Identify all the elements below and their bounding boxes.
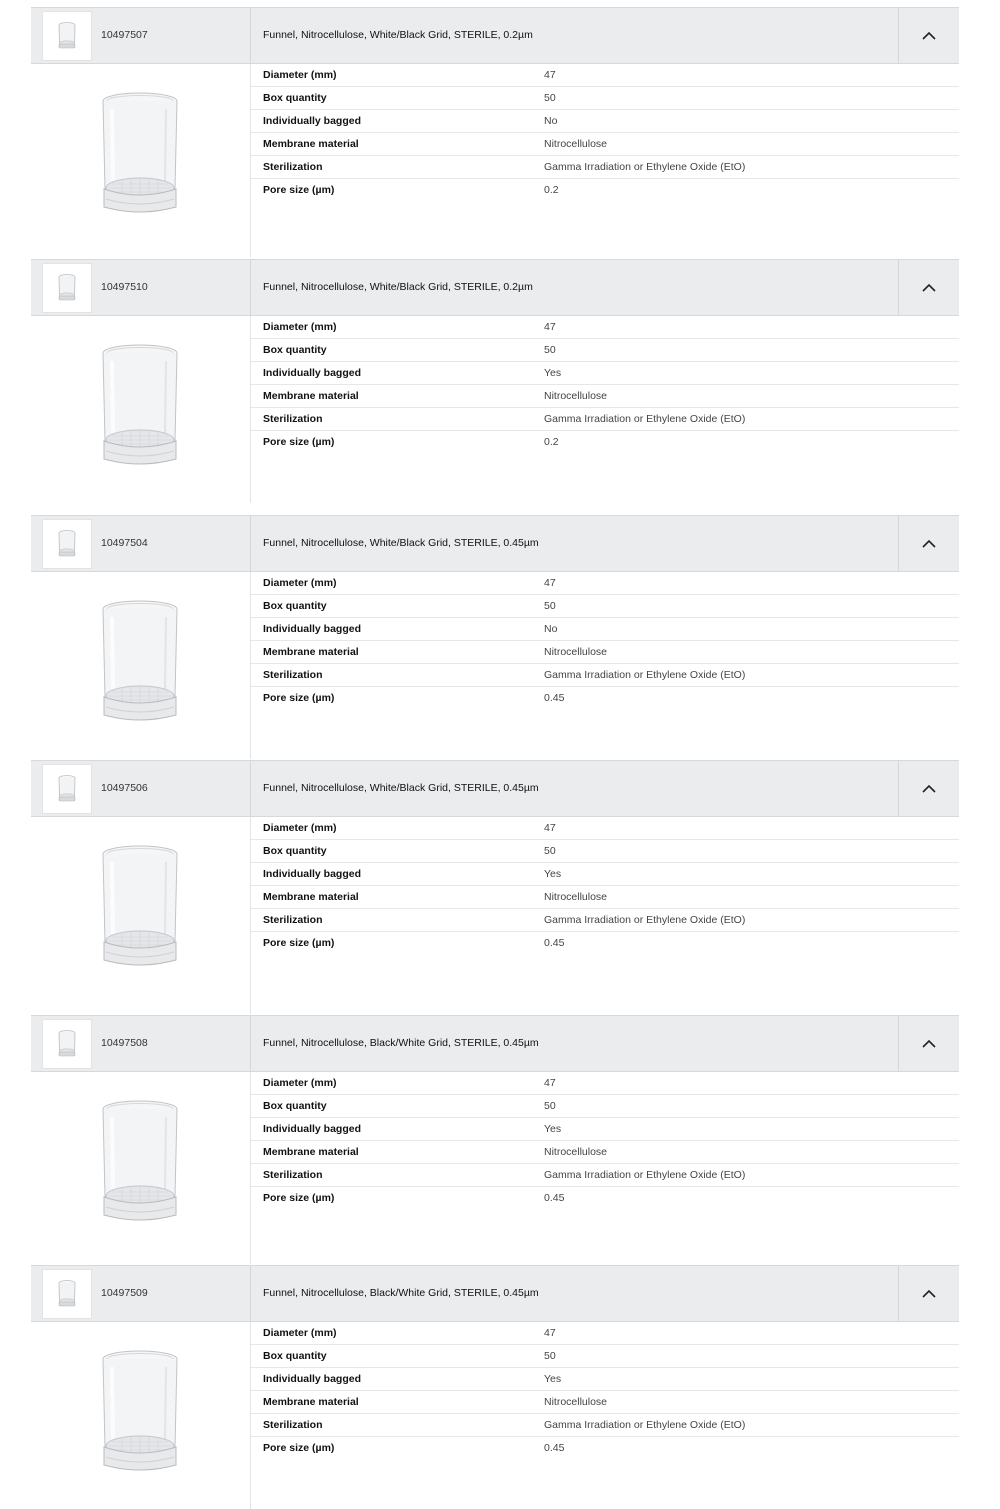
spec-row-pore-size bbox=[251, 687, 959, 710]
spec-label: Sterilization bbox=[263, 161, 323, 173]
spec-row-box-quantity bbox=[251, 840, 959, 863]
spec-value: Gamma Irradiation or Ethylene Oxide (EtO) bbox=[544, 914, 746, 926]
spec-label: Pore size (µm) bbox=[263, 436, 335, 448]
collapse-toggle-button[interactable] bbox=[899, 8, 959, 63]
spec-value: Yes bbox=[544, 1123, 562, 1135]
spec-label: Individually bagged bbox=[263, 623, 362, 635]
spec-label: Diameter (mm) bbox=[263, 1077, 337, 1089]
header-divider bbox=[250, 8, 251, 63]
funnel-icon bbox=[43, 1020, 91, 1068]
spec-row-membrane-material bbox=[251, 385, 959, 408]
funnel-product-image bbox=[98, 1099, 182, 1229]
spec-value: Nitrocellulose bbox=[544, 1146, 608, 1158]
spec-row-sterilization bbox=[251, 1164, 959, 1187]
product-title[interactable]: Funnel, Nitrocellulose, White/Black Grid, STERILE, 0.2µm bbox=[263, 29, 533, 41]
spec-table bbox=[251, 1072, 959, 1210]
spec-value: 47 bbox=[544, 69, 556, 81]
spec-label: Individually bagged bbox=[263, 115, 362, 127]
spec-label: Box quantity bbox=[263, 600, 327, 612]
spec-label: Sterilization bbox=[263, 413, 323, 425]
product-sku: 10497504 bbox=[101, 537, 148, 549]
funnel-product-image bbox=[98, 844, 182, 974]
spec-row-box-quantity bbox=[251, 1095, 959, 1118]
spec-value: 0.2 bbox=[544, 184, 559, 196]
spec-row-pore-size bbox=[251, 431, 959, 454]
collapse-toggle-button[interactable] bbox=[899, 761, 959, 816]
spec-row-individually-bagged bbox=[251, 1368, 959, 1391]
product-image-panel bbox=[31, 64, 251, 257]
spec-row-box-quantity bbox=[251, 339, 959, 362]
spec-value: Nitrocellulose bbox=[544, 891, 608, 903]
spec-label: Individually bagged bbox=[263, 1373, 362, 1385]
product-header[interactable] bbox=[31, 1265, 959, 1322]
spec-row-sterilization bbox=[251, 1414, 959, 1437]
spec-value: 0.45 bbox=[544, 1192, 565, 1204]
spec-label: Diameter (mm) bbox=[263, 69, 337, 81]
spec-value: 47 bbox=[544, 577, 556, 589]
spec-label: Pore size (µm) bbox=[263, 184, 335, 196]
spec-label: Membrane material bbox=[263, 646, 359, 658]
spec-value: 50 bbox=[544, 845, 556, 857]
spec-value: Gamma Irradiation or Ethylene Oxide (EtO) bbox=[544, 1419, 746, 1431]
spec-label: Box quantity bbox=[263, 1350, 327, 1362]
spec-table bbox=[251, 1322, 959, 1460]
product-sku: 10497507 bbox=[101, 29, 148, 41]
funnel-product-image bbox=[98, 91, 182, 221]
collapse-toggle-button[interactable] bbox=[899, 1016, 959, 1071]
spec-label: Individually bagged bbox=[263, 1123, 362, 1135]
spec-row-individually-bagged bbox=[251, 863, 959, 886]
chevron-up-icon bbox=[922, 539, 936, 548]
spec-row-pore-size bbox=[251, 1187, 959, 1210]
product-thumbnail[interactable] bbox=[42, 1269, 92, 1319]
spec-row-individually-bagged bbox=[251, 110, 959, 133]
product-thumbnail[interactable] bbox=[42, 1019, 92, 1069]
spec-value: 0.45 bbox=[544, 1442, 565, 1454]
spec-value: 50 bbox=[544, 1350, 556, 1362]
spec-value: Nitrocellulose bbox=[544, 646, 608, 658]
spec-row-diameter bbox=[251, 572, 959, 595]
spec-table bbox=[251, 572, 959, 710]
spec-value: No bbox=[544, 115, 558, 127]
product-thumbnail[interactable] bbox=[42, 519, 92, 569]
product-image-panel bbox=[31, 1072, 251, 1264]
funnel-product-image bbox=[98, 1349, 182, 1479]
spec-label: Pore size (µm) bbox=[263, 692, 335, 704]
product-image-panel bbox=[31, 572, 251, 759]
header-divider bbox=[250, 516, 251, 571]
spec-label: Membrane material bbox=[263, 891, 359, 903]
spec-value: Nitrocellulose bbox=[544, 1396, 608, 1408]
product-sku: 10497506 bbox=[101, 782, 148, 794]
spec-label: Diameter (mm) bbox=[263, 321, 337, 333]
spec-row-box-quantity bbox=[251, 595, 959, 618]
product-image-panel bbox=[31, 817, 251, 1014]
spec-label: Pore size (µm) bbox=[263, 1192, 335, 1204]
spec-label: Diameter (mm) bbox=[263, 577, 337, 589]
funnel-icon bbox=[43, 520, 91, 568]
spec-row-pore-size bbox=[251, 1437, 959, 1460]
spec-row-diameter bbox=[251, 316, 959, 339]
spec-label: Diameter (mm) bbox=[263, 1327, 337, 1339]
spec-row-box-quantity bbox=[251, 1345, 959, 1368]
spec-label: Individually bagged bbox=[263, 868, 362, 880]
spec-value: 50 bbox=[544, 92, 556, 104]
spec-label: Box quantity bbox=[263, 845, 327, 857]
product-title[interactable]: Funnel, Nitrocellulose, White/Black Grid, STERILE, 0.2µm bbox=[263, 281, 533, 293]
spec-value: Gamma Irradiation or Ethylene Oxide (EtO) bbox=[544, 161, 746, 173]
spec-table bbox=[251, 316, 959, 454]
funnel-product-image bbox=[98, 599, 182, 729]
product-header[interactable] bbox=[31, 515, 959, 572]
spec-label: Membrane material bbox=[263, 1396, 359, 1408]
spec-label: Sterilization bbox=[263, 1169, 323, 1181]
spec-value: 47 bbox=[544, 822, 556, 834]
spec-row-membrane-material bbox=[251, 641, 959, 664]
product-sku: 10497508 bbox=[101, 1037, 148, 1049]
spec-label: Diameter (mm) bbox=[263, 822, 337, 834]
spec-table bbox=[251, 817, 959, 955]
spec-label: Box quantity bbox=[263, 344, 327, 356]
spec-row-sterilization bbox=[251, 909, 959, 932]
spec-label: Box quantity bbox=[263, 1100, 327, 1112]
spec-row-pore-size bbox=[251, 932, 959, 955]
spec-row-membrane-material bbox=[251, 886, 959, 909]
spec-value: 0.2 bbox=[544, 436, 559, 448]
chevron-up-icon bbox=[922, 1289, 936, 1298]
product-header[interactable] bbox=[31, 7, 959, 64]
collapse-toggle-button[interactable] bbox=[899, 260, 959, 315]
spec-row-membrane-material bbox=[251, 1391, 959, 1414]
product-sku: 10497509 bbox=[101, 1287, 148, 1299]
funnel-icon bbox=[43, 264, 91, 312]
header-divider bbox=[250, 761, 251, 816]
spec-value: 47 bbox=[544, 1077, 556, 1089]
header-divider bbox=[250, 1016, 251, 1071]
spec-value: Gamma Irradiation or Ethylene Oxide (EtO) bbox=[544, 1169, 746, 1181]
header-divider bbox=[250, 260, 251, 315]
spec-label: Sterilization bbox=[263, 1419, 323, 1431]
spec-value: No bbox=[544, 623, 558, 635]
spec-label: Pore size (µm) bbox=[263, 1442, 335, 1454]
spec-value: 47 bbox=[544, 1327, 556, 1339]
spec-label: Membrane material bbox=[263, 1146, 359, 1158]
spec-value: Gamma Irradiation or Ethylene Oxide (EtO) bbox=[544, 669, 746, 681]
chevron-up-icon bbox=[922, 31, 936, 40]
collapse-toggle-button[interactable] bbox=[899, 1266, 959, 1321]
product-thumbnail[interactable] bbox=[42, 263, 92, 313]
product-thumbnail[interactable] bbox=[42, 764, 92, 814]
spec-value: 0.45 bbox=[544, 937, 565, 949]
product-image-panel bbox=[31, 316, 251, 503]
funnel-icon bbox=[43, 1270, 91, 1318]
spec-label: Box quantity bbox=[263, 92, 327, 104]
product-header[interactable] bbox=[31, 760, 959, 817]
spec-row-membrane-material bbox=[251, 1141, 959, 1164]
collapse-toggle-button[interactable] bbox=[899, 516, 959, 571]
product-title[interactable]: Funnel, Nitrocellulose, White/Black Grid, STERILE, 0.45µm bbox=[263, 782, 539, 794]
spec-label: Pore size (µm) bbox=[263, 937, 335, 949]
product-header[interactable] bbox=[31, 1015, 959, 1072]
product-thumbnail[interactable] bbox=[42, 11, 92, 61]
spec-value: 50 bbox=[544, 600, 556, 612]
spec-label: Sterilization bbox=[263, 669, 323, 681]
funnel-product-image bbox=[98, 343, 182, 473]
product-header[interactable] bbox=[31, 259, 959, 316]
spec-row-diameter bbox=[251, 817, 959, 840]
spec-label: Membrane material bbox=[263, 138, 359, 150]
spec-row-individually-bagged bbox=[251, 362, 959, 385]
chevron-up-icon bbox=[922, 784, 936, 793]
product-title[interactable]: Funnel, Nitrocellulose, White/Black Grid, STERILE, 0.45µm bbox=[263, 537, 539, 549]
spec-row-sterilization bbox=[251, 156, 959, 179]
spec-value: 47 bbox=[544, 321, 556, 333]
spec-row-pore-size bbox=[251, 179, 959, 202]
product-title[interactable]: Funnel, Nitrocellulose, Black/White Grid, STERILE, 0.45µm bbox=[263, 1037, 539, 1049]
spec-row-diameter bbox=[251, 1322, 959, 1345]
spec-value: 50 bbox=[544, 1100, 556, 1112]
spec-row-sterilization bbox=[251, 408, 959, 431]
chevron-up-icon bbox=[922, 283, 936, 292]
spec-row-individually-bagged bbox=[251, 618, 959, 641]
spec-table bbox=[251, 64, 959, 202]
spec-label: Individually bagged bbox=[263, 367, 362, 379]
spec-row-membrane-material bbox=[251, 133, 959, 156]
chevron-up-icon bbox=[922, 1039, 936, 1048]
spec-value: Yes bbox=[544, 868, 562, 880]
funnel-icon bbox=[43, 12, 91, 60]
spec-label: Sterilization bbox=[263, 914, 323, 926]
funnel-icon bbox=[43, 765, 91, 813]
product-image-panel bbox=[31, 1322, 251, 1509]
product-title[interactable]: Funnel, Nitrocellulose, Black/White Grid, STERILE, 0.45µm bbox=[263, 1287, 539, 1299]
spec-value: Gamma Irradiation or Ethylene Oxide (EtO) bbox=[544, 413, 746, 425]
spec-value: Nitrocellulose bbox=[544, 138, 608, 150]
spec-value: 50 bbox=[544, 344, 556, 356]
spec-value: Yes bbox=[544, 367, 562, 379]
spec-row-sterilization bbox=[251, 664, 959, 687]
product-sku: 10497510 bbox=[101, 281, 148, 293]
spec-row-individually-bagged bbox=[251, 1118, 959, 1141]
spec-value: 0.45 bbox=[544, 692, 565, 704]
spec-value: Yes bbox=[544, 1373, 562, 1385]
spec-row-diameter bbox=[251, 1072, 959, 1095]
spec-row-diameter bbox=[251, 64, 959, 87]
spec-label: Membrane material bbox=[263, 390, 359, 402]
spec-value: Nitrocellulose bbox=[544, 390, 608, 402]
spec-row-box-quantity bbox=[251, 87, 959, 110]
header-divider bbox=[250, 1266, 251, 1321]
